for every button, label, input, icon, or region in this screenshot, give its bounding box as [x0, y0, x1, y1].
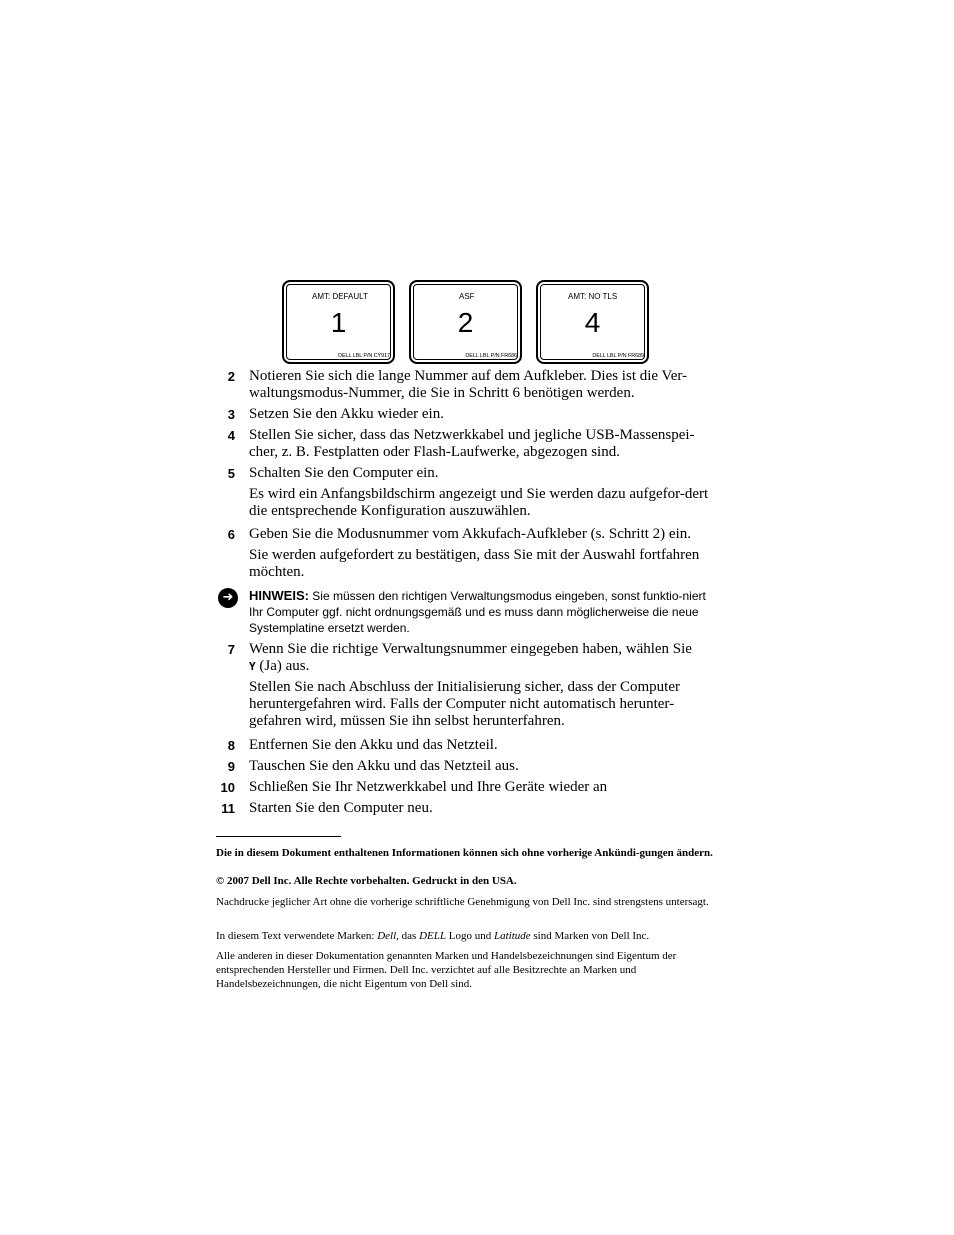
step-text: Stellen Sie sicher, dass das Netzwerkkabel und jegliche USB-Massenspei-cher, z. B. Festplatten oder Flash-Laufwerke, abgezogen sind. [249, 427, 695, 460]
step-text: Starten Sie den Computer neu. [249, 800, 433, 816]
step-number: 9 [227, 759, 235, 774]
mode-label-asf [409, 280, 522, 364]
footer-divider [216, 836, 341, 837]
label-title: AMT: DEFAULT [312, 292, 368, 301]
note-label: HINWEIS: [249, 588, 309, 603]
step-number: 6 [227, 527, 235, 542]
tm-latitude: Latitude [493, 930, 531, 942]
tm-text-d: sind Marken von Dell Inc. [530, 930, 650, 942]
step-text: Entfernen Sie den Akku und das Netzteil. [249, 737, 498, 753]
label-number: 4 [584, 307, 601, 338]
step-number: 8 [227, 738, 235, 753]
step-number: 5 [227, 466, 235, 481]
tm-dell: Dell, [377, 930, 399, 942]
tm-text-c: Logo und [446, 930, 494, 942]
step-number: 7 [227, 642, 235, 657]
step-text: Setzen Sie den Akku wieder ein. [249, 406, 444, 422]
label-number: 1 [330, 307, 347, 338]
step-5-detail: Es wird ein Anfangsbildschirm angezeigt und Sie werden dazu aufgefor-dert die entsprechende Konfiguration auszuwählen. [249, 486, 709, 519]
tm-text-a: In diesem Text verwendete Marken: [216, 930, 378, 942]
step-text: Notieren Sie sich die lange Nummer auf dem Aufkleber. Dies ist die Ver-waltungsmodus-Nummer, die Sie in Schritt 6 benötigen werden. [249, 368, 688, 401]
tm-text-b: das [398, 930, 420, 942]
step-7-detail: Stellen Sie nach Abschluss der Initialisierung sicher, dass der Computer heruntergefahren wird. Falls der Computer nicht automatisch herunter-gefahren wird, müssen Sie ihn selbst herunterfahren. [249, 679, 680, 729]
step-6-detail: Sie werden aufgefordert zu bestätigen, dass Sie mit der Auswahl fortfahren möchten. [249, 547, 700, 580]
label-number: 2 [457, 307, 474, 338]
mode-label-amt-default [282, 280, 395, 364]
step-text: Schließen Sie Ihr Netzwerkkabel und Ihre Geräte wieder an [249, 779, 608, 795]
footer-other-marks: Alle anderen in dieser Dokumentation genannten Marken und Handelsbezeichnungen sind Eigentum der entsprechenden Hersteller und Firmen. Dell Inc. verzichtet auf alle Besitzrechte an Marken und Handelsbezeichnungen, die nicht Eigentum von Dell sind. [216, 950, 677, 990]
tm-dell-logo: DELL [419, 930, 446, 942]
note-content [249, 588, 719, 636]
label-title: AMT: NO TLS [568, 292, 618, 301]
label-title: ASF [459, 292, 475, 301]
footer-notice: Die in diesem Dokument enthaltenen Informationen können sich ohne vorherige Ankündi-gungen ändern. [216, 847, 713, 859]
step-text [249, 641, 719, 675]
footer-reprint: Nachdrucke jeglicher Art ohne die vorherige schriftliche Genehmigung von Dell Inc. sind strengstens untersagt. [216, 896, 709, 908]
step-number: 2 [227, 369, 235, 384]
step-text: Geben Sie die Modusnummer vom Akkufach-Aufkleber (s. Schritt 2) ein. [249, 526, 691, 542]
label-part-number: DELL LBL P/N CY917 [338, 353, 390, 359]
step-number: 11 [221, 801, 235, 816]
footer-trademarks [216, 929, 721, 943]
footer-copyright: © 2007 Dell Inc. Alle Rechte vorbehalten. Gedruckt in den USA. [216, 875, 517, 887]
step-number: 3 [227, 407, 235, 422]
step-7-text-a: Wenn Sie die richtige Verwaltungsnummer eingegeben haben, wählen Sie [249, 641, 692, 657]
label-part-number: DELL LBL P/N FR686 [465, 353, 517, 359]
mode-label-amt-no-tls [536, 280, 649, 364]
step-number: 4 [227, 428, 235, 443]
step-text: Schalten Sie den Computer ein. [249, 465, 439, 481]
step-number: 10 [220, 780, 235, 795]
key-y: Y [249, 660, 256, 673]
label-part-number: DELL LBL P/N FR689 [592, 353, 644, 359]
note-text: Sie müssen den richtigen Verwaltungsmodus eingeben, sonst funktio-niert Ihr Computer ggf. nicht ordnungsgemäß und es muss dann möglicherweise die neue Systemplatine ersetzt werden. [249, 589, 706, 635]
arrow-right-circle-icon: ➜ [218, 588, 238, 608]
step-text: Tauschen Sie den Akku und das Netzteil aus. [249, 758, 519, 774]
step-7-text-b: (Ja) aus. [255, 658, 310, 674]
